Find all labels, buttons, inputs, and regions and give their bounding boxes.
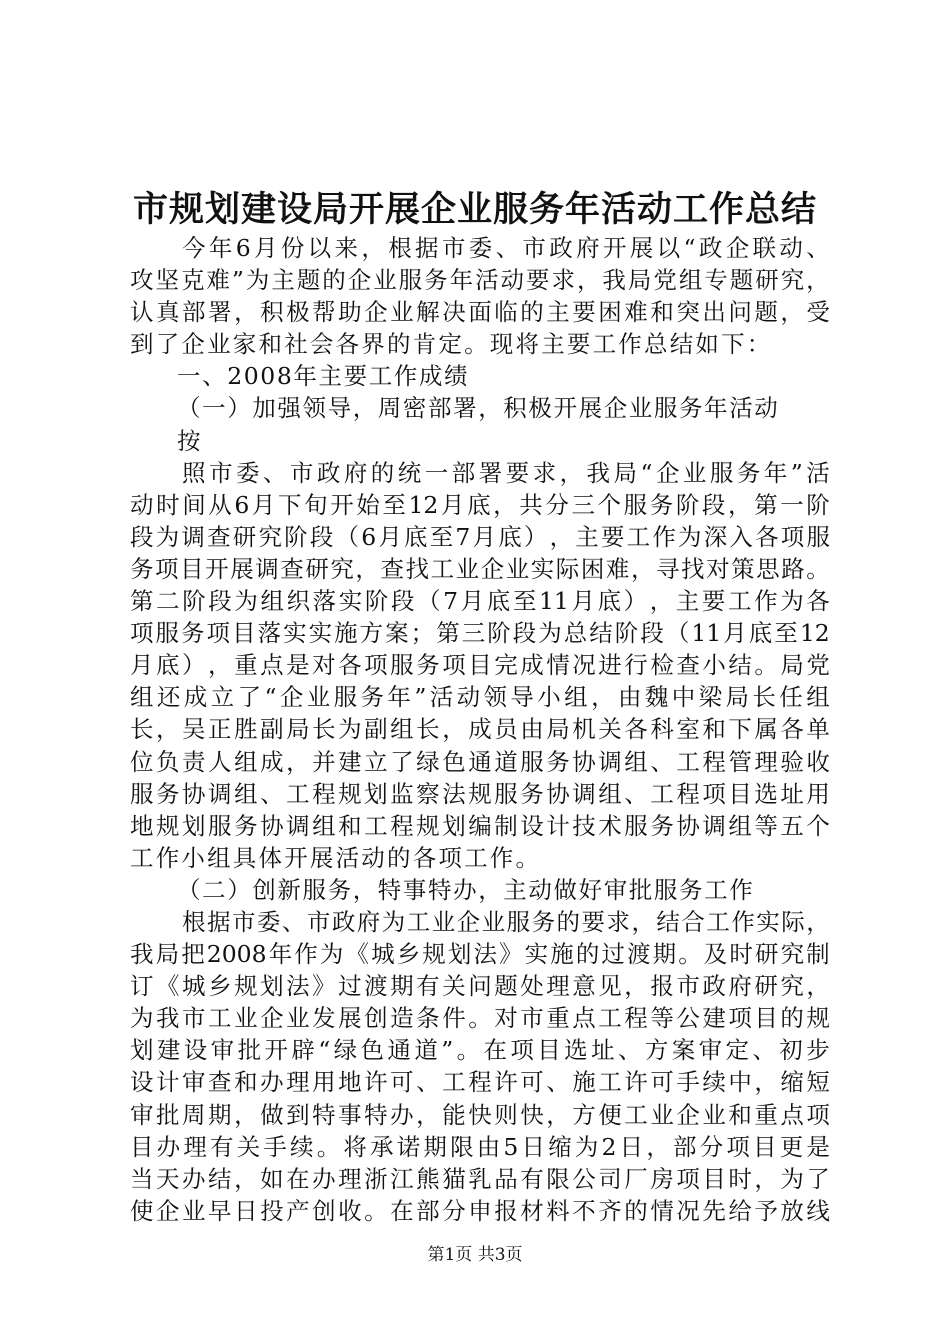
text-line: 长 ， 吴 正 胜 副 局 长 为 副 组 长 ， 成 员 由 局 机 关 各 科 室 和 下 属 各 单 [130,715,830,744]
text-line: 组 还 成 立 了 “ 企 业 服 务 年 ” 活 动 领 导 小 组 ， 由 魏 中 梁 局 长 任 组 [130,683,830,712]
text-line: 位 负 责 人 组 成 ， 并 建 立 了 绿 色 通 道 服 务 协 调 组 、 工 程 管 理 验 收 [130,747,830,776]
text-line: 地 规 划 服 务 协 调 组 和 工 程 规 划 编 制 设 计 技 术 服 务 协 调 组 等 五 个 [130,811,830,840]
text-line: 第 二 阶 段 为 组 织 落 实 阶 段 （ 7 月 底 至 11 月 底 ） ， 主 要 工 作 为 各 [130,587,830,616]
page-number: 第1页 共3页 [427,1245,523,1265]
text-line: 务 项 目 开 展 调 查 研 究 ， 查 找 工 业 企 业 实 际 困 难 ， 寻 找 对 策 思 路 。 [130,554,830,583]
text-line: 到了企业家和社会各界的肯定。现将主要工作总结如下： [130,330,773,359]
text-line: 目 办 理 有 关 手 续 。 将 承 诺 期 限 由 5 日 缩 为 2 日 ， 部 分 项 目 更 是 [130,1132,830,1161]
text-line: （一）加强领导，周密部署，积极开展企业服务年活动 [177,394,780,423]
text-line: 照 市 委 、 市 政 府 的 统 一 部 署 要 求 ， 我 局 “ 企 业 服 务 年 ” 活 [182,458,830,487]
text-line: 攻 坚 克 难 ” 为 主 题 的 企 业 服 务 年 活 动 要 求 ， 我 局 党 组 专 题 研 究 ， [130,266,830,295]
text-line: 认 真 部 署 ， 积 极 帮 助 企 业 解 决 面 临 的 主 要 困 难 和 突 出 问 题 ， 受 [130,298,830,327]
document-body [130,232,830,1227]
text-line: 当 天 办 结 ， 如 在 办 理 浙 江 熊 猫 乳 品 有 限 公 司 厂 房 项 目 时 ， 为 了 [130,1164,830,1193]
document-title: 市规划建设局开展企业服务年活动工作总结 [132,189,817,230]
text-line: 使 企 业 早 日 投 产 创 收 。 在 部 分 申 报 材 料 不 齐 的 情 况 先 给 予 放 线 [130,1196,830,1225]
text-line: （二）创新服务，特事特办，主动做好审批服务工作 [177,875,755,904]
text-line: 段 为 调 查 研 究 阶 段 （ 6 月 底 至 7 月 底 ） ， 主 要 工 作 为 深 入 各 项 服 [130,522,830,551]
text-line: 订 《 城 乡 规 划 法 》 过 渡 期 有 关 问 题 处 理 意 见 ， 报 市 政 府 研 究 ， [130,972,830,1001]
text-line: 工作小组具体开展活动的各项工作。 [130,843,542,872]
text-line: 服 务 协 调 组 、 工 程 规 划 监 察 法 规 服 务 协 调 组 、 工 程 项 目 选 址 用 [130,779,830,808]
text-line: 为 我 市 工 业 企 业 发 展 创 造 条 件 。 对 市 重 点 工 程 等 公 建 项 目 的 规 [130,1004,830,1033]
text-line: 按 [177,426,203,455]
text-line: 审 批 周 期 ， 做 到 特 事 特 办 ， 能 快 则 快 ， 方 便 工 业 企 业 和 重 点 项 [130,1100,830,1129]
text-line: 一、2008年主要工作成绩 [177,362,470,391]
text-line: 项 服 务 项 目 落 实 实 施 方 案 ； 第 三 阶 段 为 总 结 阶 段 （ 11 月 底 至 12 [130,619,830,648]
text-line: 我 局 把 2008 年 作 为 《 城 乡 规 划 法 》 实 施 的 过 渡 期 。 及 时 研 究 制 [130,940,830,969]
text-line: 根 据 市 委 、 市 政 府 为 工 业 企 业 服 务 的 要 求 ， 结 合 工 作 实 际 ， [182,907,830,936]
text-line: 月 底 ） ， 重 点 是 对 各 项 服 务 项 目 完 成 情 况 进 行 检 查 小 结 。 局 党 [130,651,830,680]
text-line: 动 时 间 从 6 月 下 旬 开 始 至 12 月 底 ， 共 分 三 个 服 务 阶 段 ， 第 一 阶 [130,490,830,519]
text-line: 划 建 设 审 批 开 辟 “ 绿 色 通 道 ” 。 在 项 目 选 址 、 方 案 审 定 、 初 步 [130,1036,830,1065]
text-line: 今 年 6 月 份 以 来 ， 根 据 市 委 、 市 政 府 开 展 以 “ 政 企 联 动 、 [182,234,830,262]
text-line: 设 计 审 查 和 办 理 用 地 许 可 、 工 程 许 可 、 施 工 许 可 手 续 中 ， 缩 短 [130,1068,830,1097]
